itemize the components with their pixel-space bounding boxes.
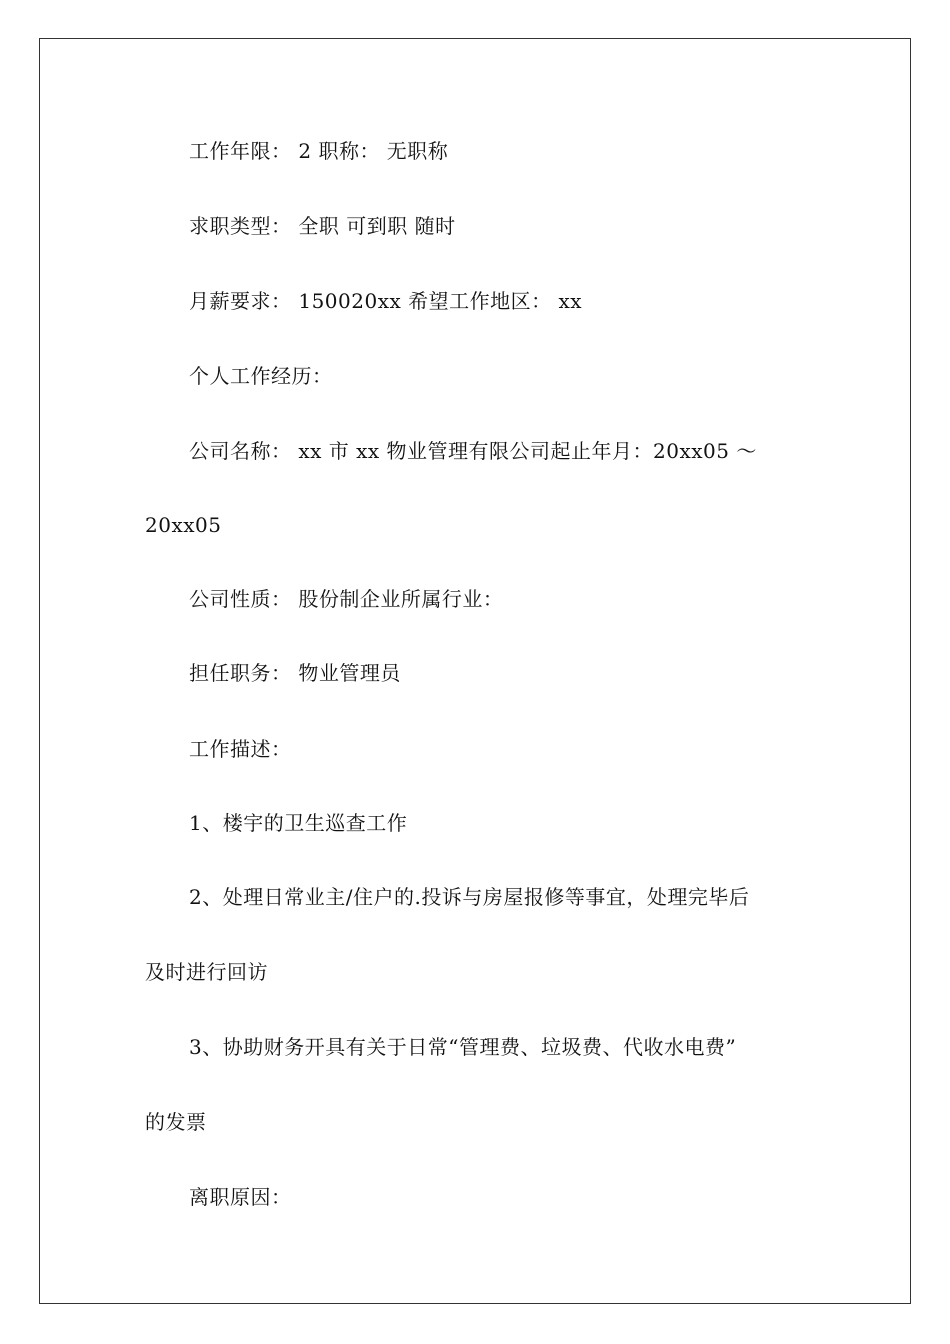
- job-description-heading: 工作描述：: [189, 737, 292, 761]
- duty-item-3: 3、协助财务开具有关于日常“管理费、垃圾费、代收水电费”: [189, 1035, 737, 1059]
- duty-item-1: 1、楼宇的卫生巡查工作: [189, 811, 408, 835]
- company-name-line: 公司名称： xx 市 xx 物业管理有限公司起止年月：20xx05 ～: [189, 439, 757, 463]
- position-line: 担任职务： 物业管理员: [189, 661, 401, 685]
- leaving-reason-line: 离职原因：: [189, 1185, 292, 1209]
- company-type-line: 公司性质： 股份制企业所属行业：: [189, 587, 504, 611]
- duty-item-2: 2、处理日常业主/住户的.投诉与房屋报修等事宜，处理完毕后: [189, 885, 750, 909]
- work-history-heading: 个人工作经历：: [189, 364, 333, 388]
- duty-item-2-continued: 及时进行回访: [145, 960, 268, 984]
- duty-item-3-continued: 的发票: [145, 1110, 207, 1134]
- company-name-line-continued: 20xx05: [145, 513, 222, 537]
- job-type-line: 求职类型： 全职 可到职 随时: [189, 214, 456, 238]
- work-years-line: 工作年限： 2 职称： 无职称: [189, 139, 449, 163]
- salary-line: 月薪要求： 150020xx 希望工作地区： xx: [189, 289, 583, 313]
